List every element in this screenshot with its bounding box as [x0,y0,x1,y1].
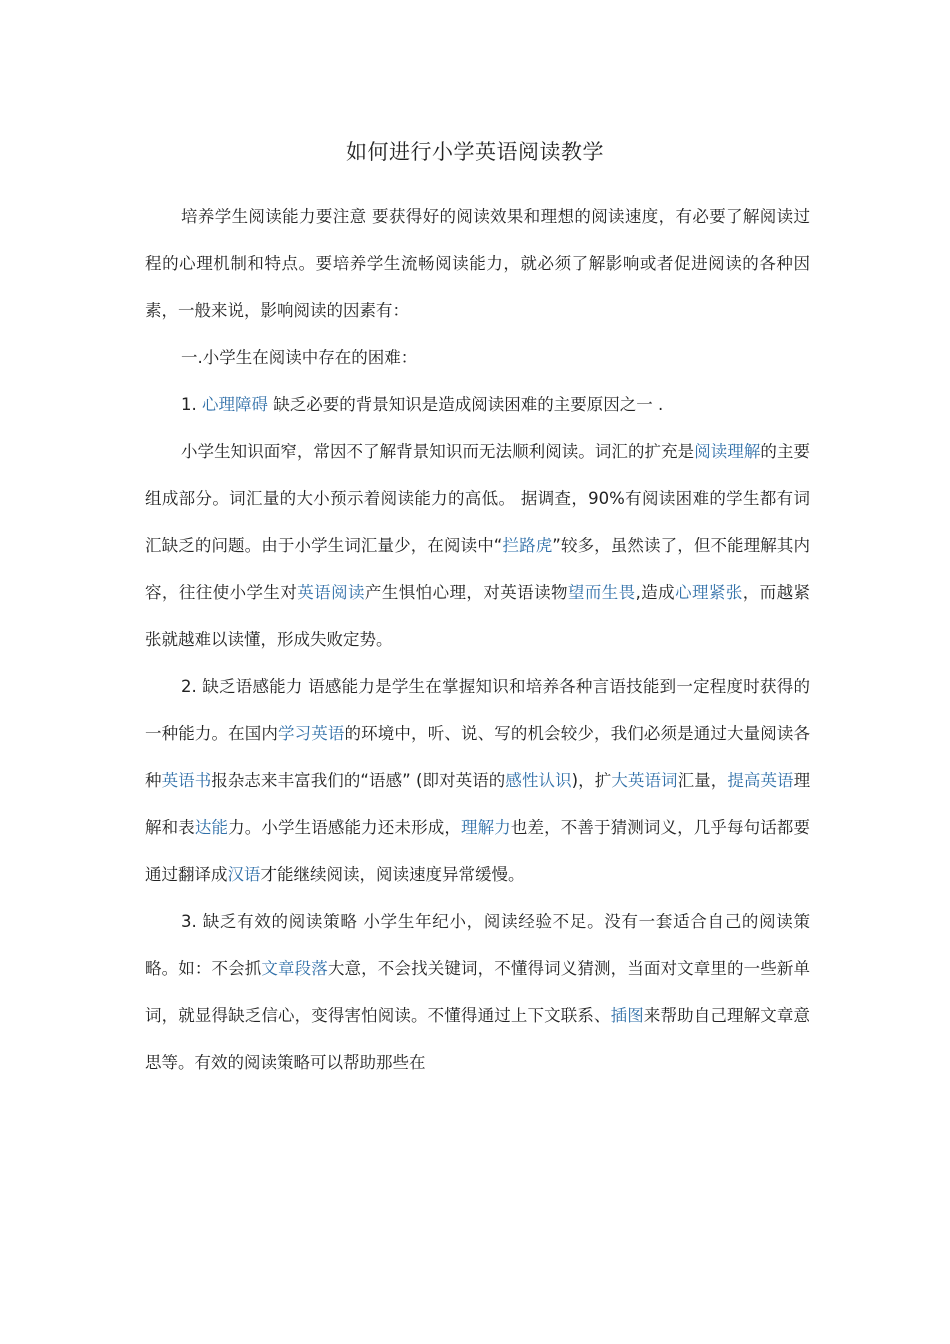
link-illustration[interactable]: 插图 [610,1006,644,1025]
item-2-text-6: 理解和表 [145,771,811,837]
item-1-detail-text-5: ,造成 [635,583,676,602]
link-learning-english[interactable]: 学习英语 [278,724,345,743]
link-paragraph-meaning[interactable]: 文章段落 [261,959,328,978]
item-1-detail-paragraph [145,428,810,663]
item-1-text: 缺乏必要的背景知识是造成阅读困难的主要原因之一 . [268,395,664,414]
link-reading-comprehension[interactable]: 阅读理解 [694,442,761,461]
link-english-books[interactable]: 英语书 [161,771,212,790]
item-1-detail-text-1: 小学生知识面窄，常因不了解背景知识而无法顺利阅读。词汇的扩充是 [181,442,695,461]
link-obstacle[interactable]: 拦路虎 [502,536,553,555]
item-2-text-7: 力。小学生语感能力还未形成， [228,818,461,837]
section-heading-text: 一.小学生在阅读中存在的困难： [181,348,418,367]
link-perceptual-knowledge[interactable]: 感性认识 [505,771,572,790]
document-title: 如何进行小学英语阅读教学 [346,140,604,164]
item-1-detail-text-6: ，而越紧张就越难以读懂，形成失败定势。 [145,583,811,649]
link-english-reading[interactable]: 英语阅读 [297,583,365,602]
item-1-detail-text-2: 的主要组成部分。词汇量的大小预示着阅读能力的高低。 据调查，90%有阅读困难的学生都有词汇缺乏的问题。由于小学生词汇量少，在阅读中“ [145,442,811,555]
link-nervousness[interactable]: 心理紧张 [675,583,743,602]
section-heading [145,334,810,381]
item-2-text-4: )，扩 [571,771,612,790]
item-1-detail-text-3: ”较多，虽然读了，但不能理解其内容，往往使小学生对 [145,536,810,602]
item-3-paragraph [145,898,810,1086]
intro-paragraph [145,193,810,334]
item-1-number: 1. [181,395,202,414]
document-body [145,193,810,1086]
item-2-number: 2. [181,677,203,696]
item-3-text-3: 来帮助自己理解文章意思等。有效的阅读策略可以帮助那些在 [145,1006,811,1072]
item-3-number: 3. [181,912,203,931]
item-3-text-1: 缺乏有效的阅读策略 小学生年纪小，阅读经验不足。没有一套适合自己的阅读策略。如：不会抓 [145,912,810,978]
link-english-vocabulary[interactable]: 大英语词 [611,771,678,790]
item-2-text-3: 报杂志来丰富我们的“语感” (即对英语的 [211,771,506,790]
item-3-text-2: 大意，不会找关键词，不懂得词义猜测，当面对文章里的一些新单词，就显得缺乏信心，变得害怕阅读。不懂得通过上下文联系、 [145,959,811,1025]
link-chinese[interactable]: 汉语 [227,865,261,884]
item-2-text-2: 的环境中，听、说、写的机会较少，我们必须是通过大量阅读各种 [145,724,811,790]
item-2-paragraph [145,663,810,898]
item-2-text-5: 汇量， [677,771,728,790]
item-2-text-9: 才能继续阅读，阅读速度异常缓慢。 [260,865,525,884]
link-understanding[interactable]: 理解力 [460,818,511,837]
intro-text: 培养学生阅读能力要注意 要获得好的阅读效果和理想的阅读速度，有必要了解阅读过程的心理机制和特点。要培养学生流畅阅读能力，就必须了解影响或者促进阅读的各种因素，一般来说，影响阅读的因素有： [145,207,810,320]
link-psychological-barrier[interactable]: 心理障碍 [202,395,268,414]
item-1-detail-text-4: 产生惧怕心理，对英语读物 [364,583,568,602]
item-2-text-1: 缺乏语感能力 语感能力是学生在掌握知识和培养各种言语技能到一定程度时获得的一种能力。在国内 [145,677,810,743]
item-1-paragraph [145,381,810,428]
item-2-text-8: 也差，不善于猜测词义，几乎每句话都要通过翻译成 [145,818,811,884]
link-expression-ability[interactable]: 达能 [194,818,229,837]
link-improve-english[interactable]: 提高英语 [727,771,794,790]
link-daunted[interactable]: 望而生畏 [567,583,636,602]
